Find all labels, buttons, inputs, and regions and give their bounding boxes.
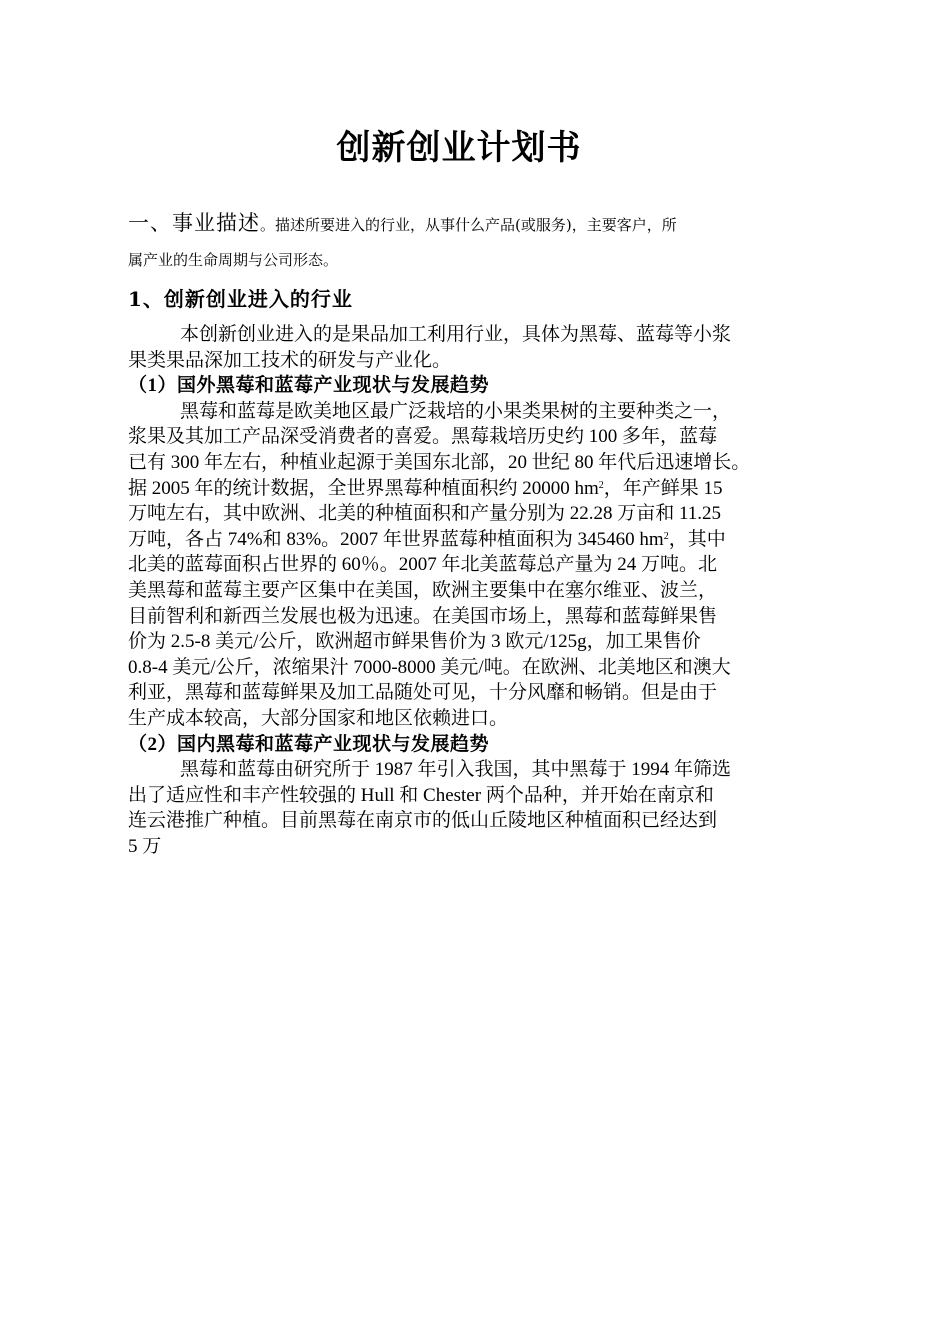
text-run: ，年产鲜果 15 <box>603 477 723 499</box>
paragraph-line: 0.8-4 美元/公斤，浓缩果汁 7000-8000 美元/吨。在欧洲、北美地区和澳大 <box>128 656 731 678</box>
paragraph-line: 果类果品深加工技术的研发与产业化。 <box>128 349 452 371</box>
document-title: 创新创业计划书 <box>336 130 582 167</box>
foreign-heading: （1）国外黑莓和蓝莓产业现状与发展趋势 <box>128 375 490 397</box>
paragraph-line: 本创新创业进入的是果品加工利用行业，具体为黑莓、蓝莓等小浆 <box>180 324 732 345</box>
domestic-heading: （2）国内黑莓和蓝莓产业现状与发展趋势 <box>128 733 490 755</box>
text-run: 万吨，各占 74%和 83%。2007 年世界蓝莓种植面积为 345460 hm <box>128 528 664 550</box>
section-description-cont: 属产业的生命周期与公司形态。 <box>128 251 339 269</box>
paragraph-line: 价为 2.5-8 美元/公斤，欧洲超市鲜果售价为 3 欧元/125g，加工果售价 <box>128 631 701 653</box>
paragraph-line: 黑莓和蓝莓是欧美地区最广泛栽培的小果类果树的主要种类之一， <box>180 400 732 422</box>
text-run: ，其中 <box>668 528 726 550</box>
paragraph-line: 目前智利和新西兰发展也极为迅速。在美国市场上，黑莓和蓝莓鲜果售 <box>128 605 718 627</box>
paragraph-line <box>128 527 846 553</box>
paragraph-line <box>128 476 846 502</box>
subsection-heading-industry: 1、创新创业进入的行业 <box>128 287 353 311</box>
superscript: 2 <box>598 479 604 491</box>
text-run: 据 2005 年的统计数据，全世界黑莓种植面积约 20000 hm <box>128 477 599 499</box>
paragraph-line: 利亚，黑莓和蓝莓鲜果及加工品随处可见，十分风靡和畅销。但是由于 <box>128 682 718 704</box>
intro-paragraph <box>128 322 846 859</box>
paragraph-line: 黑莓和蓝莓由研究所于 1987 年引入我国，其中黑莓于 1994 年筛选 <box>180 759 732 781</box>
paragraph-line: 万吨左右，其中欧洲、北美的种植面积和产量分别为 22.28 万亩和 11.25 <box>128 503 722 525</box>
paragraph-line: 出了适应性和丰产性较强的 Hull 和 Chester 两个品种，并开始在南京和 <box>128 784 714 806</box>
section-business-description <box>128 206 828 278</box>
section-heading: 一、事业描述 <box>128 211 260 235</box>
superscript: 2 <box>663 530 669 542</box>
paragraph-line: 生产成本较高，大部分国家和地区依赖进口。 <box>128 707 509 729</box>
paragraph-line: 北美的蓝莓面积占世界的 60％。2007 年北美蓝莓总产量为 24 万吨。北 <box>128 554 718 576</box>
paragraph-line: 5 万 <box>128 835 162 857</box>
paragraph-line: 已有 300 年左右，种植业起源于美国东北部，20 世纪 80 年代后迅速增长。 <box>128 451 751 473</box>
paragraph-line: 浆果及其加工产品深受消费者的喜爱。黑莓栽培历史约 100 多年，蓝莓 <box>128 426 718 448</box>
paragraph-line: 美黑莓和蓝莓主要产区集中在美国，欧洲主要集中在塞尔维亚、波兰， <box>128 579 718 601</box>
paragraph-line: 连云港推广种植。目前黑莓在南京市的低山丘陵地区种植面积已经达到 <box>128 810 718 832</box>
section-description: 。描述所要进入的行业，从事什么产品(或服务)，主要客户，所 <box>260 216 677 234</box>
